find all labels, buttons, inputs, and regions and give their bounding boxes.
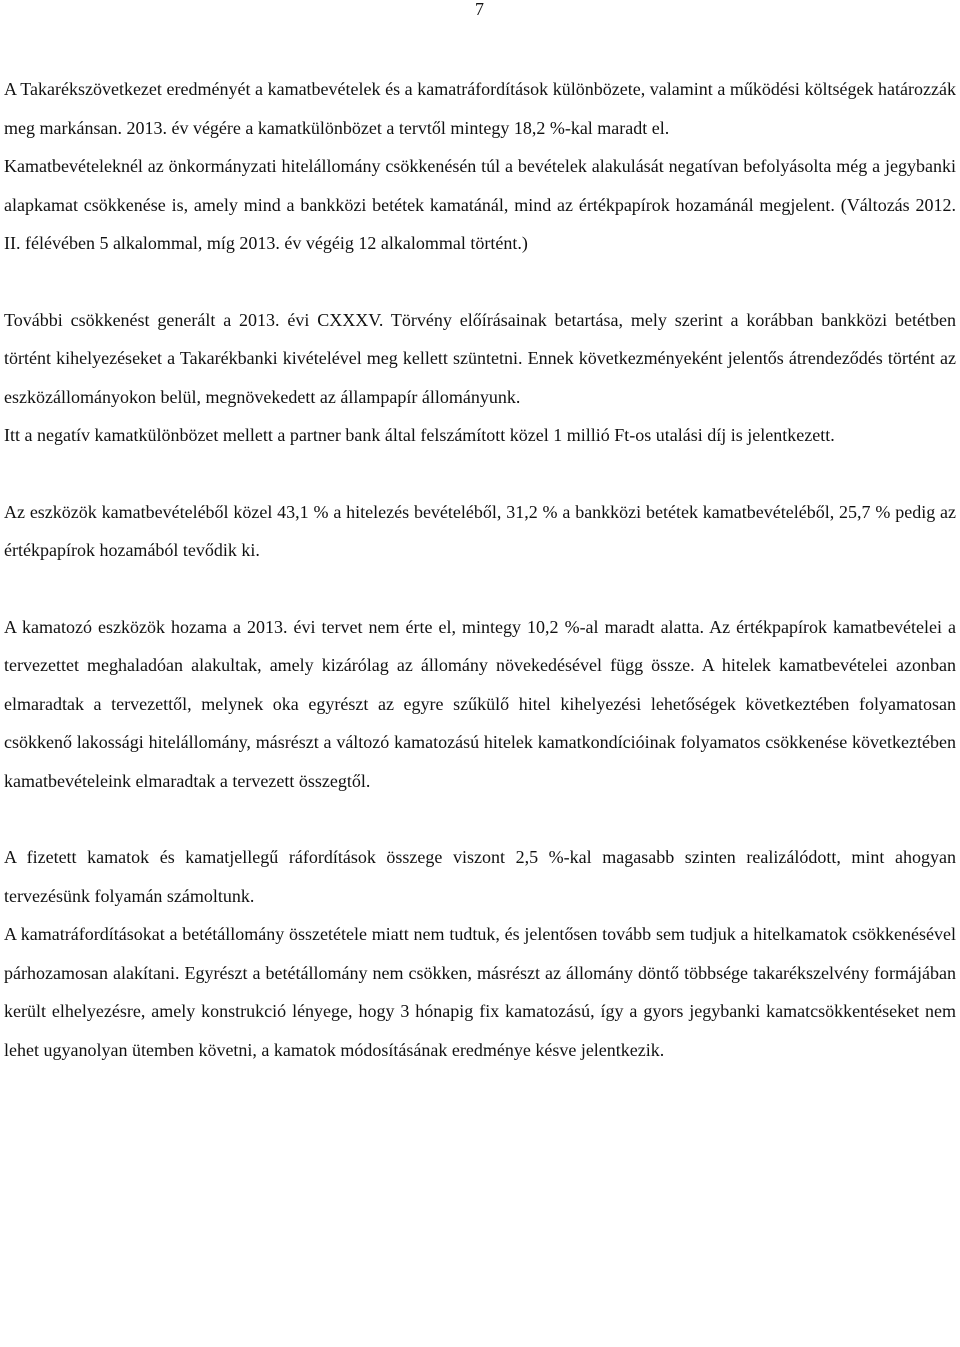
paragraph-asset-yield: A kamatozó eszközök hozama a 2013. évi tervet nem érte el, mintegy 10,2 %-al maradt alatta. Az értékpapírok kamatbevételei a tervezettet meghaladóan alakultak, amely kizárólag az állomány növekedésével függ össze. A hitelek kamatbevételei azonban elmaradtak a tervezettől, melynek oka egyrészt az egyre szűkülő hitel kihelyezési lehetőségek következtében folyamatosan csökkenő lakossági hitelállomány, másrészt a változó kamatozású hitelek kamatkondícióinak folyamatos csökkenése következtében kamatbevételeink elmaradtak a tervezett összegtől. (4, 616, 956, 791)
paragraph-interest-summary: A Takarékszövetkezet eredményét a kamatbevételek és a kamatráfordítások különbözete, valamint a működési költségek határozzák meg markánsan. 2013. év végére a kamatkülönbözet a tervtől mintegy 18,2 %-kal maradt el. (4, 79, 956, 138)
document-body (4, 70, 956, 1069)
paragraph-deposit-structure: A kamatráfordításokat a betétállomány összetétele miatt nem tudtuk, és jelentősen tovább sem tudjuk a hitelkamatok csökkenésével párhozamosan alakítani. Egyrészt a betétállomány nem csökken, másrészt az állomány döntő többsége takarékszelvény formájában került elhelyezésre, amely konstrukció lényege, hogy 3 hónapig fix kamatozású, így a gyors jegybanki kamatcsökkentéseket nem lehet ugyanolyan ütemben követni, a kamatok módosításának eredménye késve jelentkezik. (4, 924, 956, 1060)
paragraph-interest-expense: A fizetett kamatok és kamatjellegű ráfordítások összege viszont 2,5 %-kal magasabb szinten realizálódott, mint ahogyan tervezésünk folyamán számoltunk. (4, 847, 956, 906)
paragraph-transfer-fee: Itt a negatív kamatkülönbözet mellett a partner bank által felszámított közel 1 millió Ft-os utalási díj is jelentkezett. (4, 425, 835, 445)
paragraph-law-cxxxv: További csökkenést generált a 2013. évi CXXXV. Törvény előírásainak betartása, mely szerint a korábban bankközi betétben történt kihelyezéseket a Takarékbanki kivételével meg kellett szüntetni. Ennek következményeként jelentős átrendeződés történt az eszközállományokon belül, megnövekedett az állampapír állományunk. (4, 309, 956, 407)
paragraph-income-composition: Az eszközök kamatbevételéből közel 43,1 % a hitelezés bevételéből, 31,2 % a bankközi betétek kamatbevételéből, 25,7 % pedig az értékpapírok hozamából tevődik ki. (4, 501, 956, 560)
page-number: 7 (475, 0, 484, 19)
paragraph-interest-income-factors: Kamatbevételeknél az önkormányzati hitelállomány csökkenésén túl a bevételek alakulását negatívan befolyásolta még a jegybanki alapkamat csökkenése is, amely mind a bankközi betétek kamatánál, mind az értékpapírok hozamánál megjelent. (Változás 2012. II. félévében 5 alkalommal, míg 2013. év végéig 12 alkalommal történt.) (4, 156, 956, 253)
